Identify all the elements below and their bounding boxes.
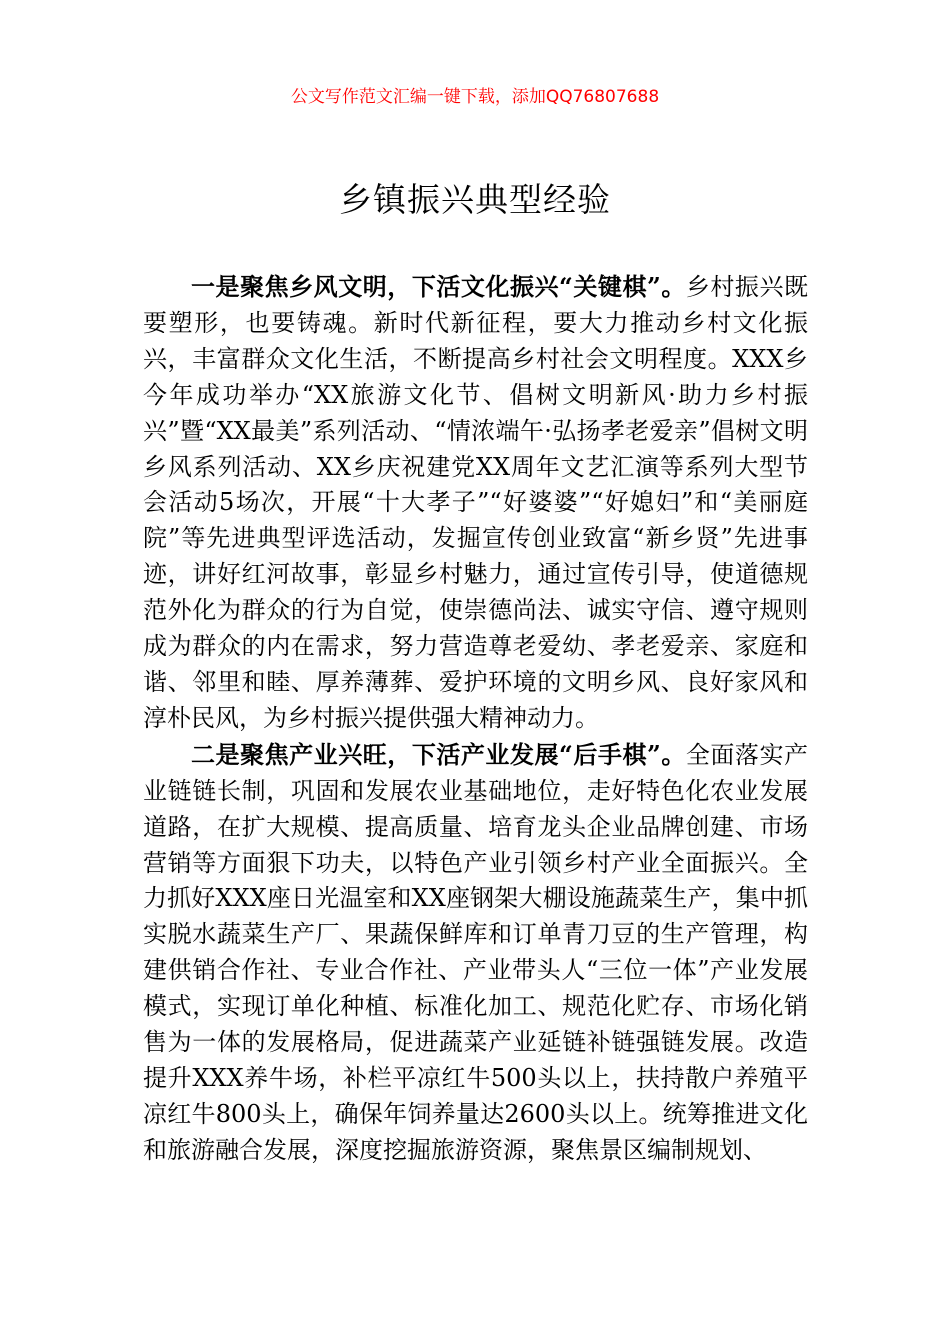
paragraph-1	[143, 269, 808, 737]
document-title: 乡镇振兴典型经验	[339, 180, 611, 219]
paragraph-1-text: 乡村振兴既要塑形，也要铸魂。新时代新征程，要大力推动乡村文化振兴，丰富群众文化生活，不断提高乡村社会文明程度。XXX乡今年成功举办“XX旅游文化节、倡树文明新风·助力乡村振兴”暨“XX最美”系列活动、“情浓端午·弘扬孝老爱亲”倡树文明乡风系列活动、XX乡庆祝建党XX周年文艺汇演等系列大型节会活动5场次，开展“十大孝子”“好婆婆”“好媳妇”和“美丽庭院”等先进典型评选活动，发掘宣传创业致富“新乡贤”先进事迹，讲好红河故事，彰显乡村魅力，通过宣传引导，使道德规范外化为群众的行为自觉，使崇德尚法、诚实守信、遵守规则成为群众的内在需求，努力营造尊老爱幼、孝老爱亲、家庭和谐、邻里和睦、厚养薄葬、爱护环境的文明乡风、良好家风和淳朴民风，为乡村振兴提供强大精神动力。	[143, 273, 809, 732]
paragraph-2-lead: 二是聚焦产业兴旺，下活产业发展“后手棋”。	[191, 739, 686, 769]
paragraph-2	[143, 737, 808, 1169]
paragraph-1-lead: 一是聚焦乡风文明，下活文化振兴“关键棋”。	[191, 272, 686, 301]
download-notice: 公文写作范文汇编一键下载，添加QQ76807688	[290, 87, 660, 107]
paragraph-2-text: 全面落实产业链链长制，巩固和发展农业基础地位，走好特色化农业发展道路，在扩大规模、提高质量、培育龙头企业品牌创建、市场营销等方面狠下功夫，以特色产业引领乡村产业全面振兴。全力抓好XXX座日光温室和XX座钢架大棚设施蔬菜生产，集中抓实脱水蔬菜生产厂、果蔬保鲜库和订单青刀豆的生产管理，构建供销合作社、专业合作社、产业带头人“三位一体”产业发展模式，实现订单化种植、标准化加工、规范化贮存、市场化销售为一体的发展格局，促进蔬菜产业延链补链强链发展。改造提升XXX养牛场，补栏平凉红牛500头以上，扶持散户养殖平凉红牛800头上，确保年饲养量达2600头以上。统筹推进文化和旅游融合发展，深度挖掘旅游资源，聚焦景区编制规划、	[143, 740, 809, 1164]
document-body	[143, 269, 808, 1169]
